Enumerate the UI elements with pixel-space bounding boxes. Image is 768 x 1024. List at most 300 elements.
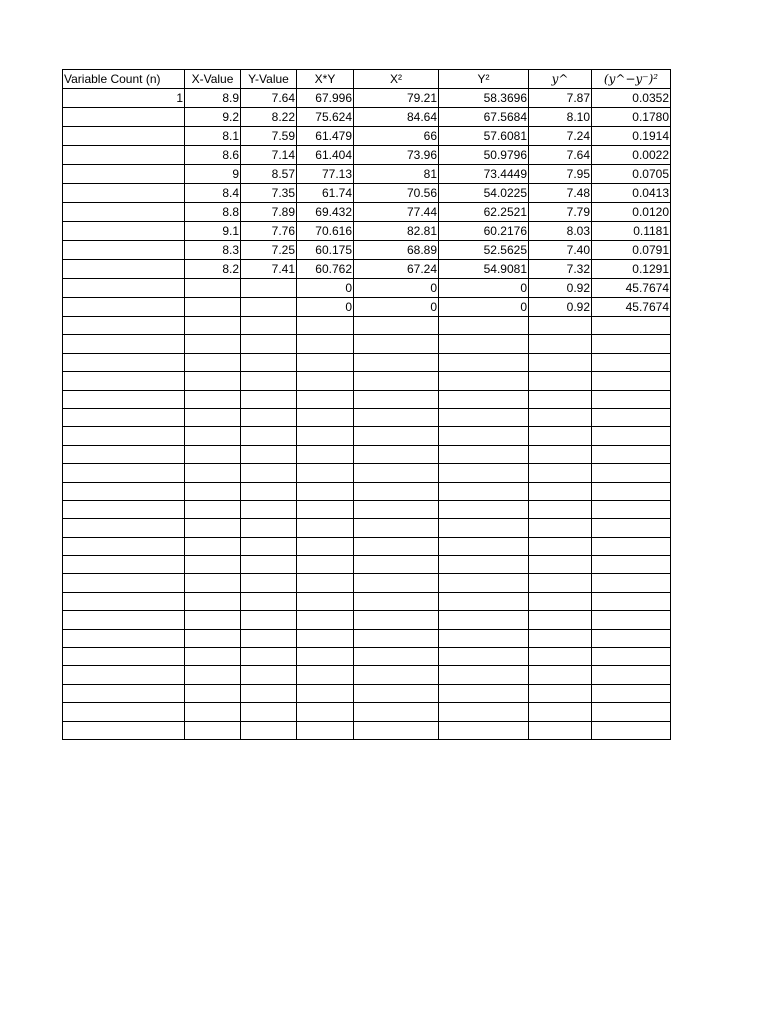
cell-y[interactable] xyxy=(241,666,297,684)
table-row xyxy=(63,684,671,702)
cell-y[interactable] xyxy=(241,335,297,353)
cell-y[interactable]: 7.35 xyxy=(241,184,297,203)
cell-sqerr[interactable] xyxy=(592,519,671,537)
cell-y[interactable] xyxy=(241,574,297,592)
cell-sqerr[interactable] xyxy=(592,408,671,426)
cell-x2[interactable]: 66 xyxy=(354,127,439,146)
cell-x[interactable]: 8.9 xyxy=(185,89,241,108)
table-row xyxy=(63,666,671,684)
cell-n[interactable] xyxy=(63,335,185,353)
cell-sqerr[interactable] xyxy=(592,611,671,629)
header-x-value: X-Value xyxy=(185,70,241,89)
cell-xy[interactable] xyxy=(297,482,354,500)
cell-y[interactable] xyxy=(241,537,297,555)
cell-y[interactable]: 7.64 xyxy=(241,89,297,108)
cell-n[interactable] xyxy=(63,203,185,222)
cell-y2[interactable]: 67.5684 xyxy=(439,108,529,127)
header-x-squared: X² xyxy=(354,70,439,89)
cell-yhat[interactable]: 0.92 xyxy=(529,279,592,298)
cell-y2[interactable] xyxy=(439,684,529,702)
cell-xy[interactable] xyxy=(297,703,354,721)
cell-xy[interactable] xyxy=(297,317,354,335)
cell-y2[interactable]: 52.5625 xyxy=(439,241,529,260)
table-row xyxy=(63,537,671,555)
cell-x[interactable] xyxy=(185,648,241,666)
cell-n[interactable] xyxy=(63,556,185,574)
cell-sqerr[interactable] xyxy=(592,427,671,445)
cell-x2[interactable]: 81 xyxy=(354,165,439,184)
cell-xy[interactable]: 70.616 xyxy=(297,222,354,241)
cell-y[interactable]: 7.89 xyxy=(241,203,297,222)
cell-n[interactable] xyxy=(63,165,185,184)
cell-sqerr[interactable] xyxy=(592,500,671,518)
cell-yhat[interactable] xyxy=(529,500,592,518)
cell-yhat[interactable] xyxy=(529,482,592,500)
cell-y[interactable] xyxy=(241,519,297,537)
cell-n[interactable] xyxy=(63,108,185,127)
cell-y2[interactable]: 54.9081 xyxy=(439,260,529,279)
table-row xyxy=(63,184,671,203)
cell-x[interactable] xyxy=(185,592,241,610)
cell-x[interactable] xyxy=(185,445,241,463)
cell-n[interactable]: 1 xyxy=(63,89,185,108)
cell-yhat[interactable]: 7.48 xyxy=(529,184,592,203)
cell-y[interactable]: 7.14 xyxy=(241,146,297,165)
cell-xy[interactable]: 60.762 xyxy=(297,260,354,279)
cell-x2[interactable] xyxy=(354,482,439,500)
cell-x[interactable]: 8.2 xyxy=(185,260,241,279)
cell-xy[interactable] xyxy=(297,611,354,629)
table-row xyxy=(63,353,671,371)
cell-x[interactable]: 8.8 xyxy=(185,203,241,222)
cell-yhat[interactable] xyxy=(529,629,592,647)
cell-x[interactable] xyxy=(185,629,241,647)
cell-x2[interactable] xyxy=(354,317,439,335)
cell-x2[interactable] xyxy=(354,703,439,721)
cell-xy[interactable] xyxy=(297,372,354,390)
cell-x2[interactable] xyxy=(354,592,439,610)
cell-xy[interactable] xyxy=(297,648,354,666)
cell-n[interactable] xyxy=(63,372,185,390)
cell-x2[interactable] xyxy=(354,556,439,574)
cell-n[interactable] xyxy=(63,427,185,445)
cell-x[interactable] xyxy=(185,408,241,426)
cell-sqerr[interactable]: 0.1291 xyxy=(592,260,671,279)
cell-yhat[interactable] xyxy=(529,537,592,555)
cell-x[interactable]: 8.6 xyxy=(185,146,241,165)
cell-n[interactable] xyxy=(63,260,185,279)
table-row xyxy=(63,482,671,500)
cell-xy[interactable] xyxy=(297,629,354,647)
cell-sqerr[interactable]: 0.0791 xyxy=(592,241,671,260)
cell-x[interactable] xyxy=(185,335,241,353)
cell-yhat[interactable] xyxy=(529,353,592,371)
cell-x2[interactable]: 82.81 xyxy=(354,222,439,241)
cell-yhat[interactable] xyxy=(529,556,592,574)
cell-y[interactable] xyxy=(241,427,297,445)
cell-yhat[interactable]: 0.92 xyxy=(529,298,592,317)
cell-n[interactable] xyxy=(63,574,185,592)
cell-sqerr[interactable] xyxy=(592,317,671,335)
cell-x2[interactable]: 73.96 xyxy=(354,146,439,165)
cell-x2[interactable] xyxy=(354,721,439,739)
cell-y[interactable] xyxy=(241,648,297,666)
data-table xyxy=(62,69,671,740)
cell-x2[interactable] xyxy=(354,408,439,426)
cell-x[interactable]: 8.3 xyxy=(185,241,241,260)
cell-y2[interactable]: 60.2176 xyxy=(439,222,529,241)
cell-x2[interactable] xyxy=(354,372,439,390)
cell-yhat[interactable] xyxy=(529,648,592,666)
cell-n[interactable] xyxy=(63,353,185,371)
cell-n[interactable] xyxy=(63,184,185,203)
cell-y2[interactable] xyxy=(439,335,529,353)
table-row xyxy=(63,464,671,482)
cell-x2[interactable]: 84.64 xyxy=(354,108,439,127)
cell-yhat[interactable] xyxy=(529,574,592,592)
cell-x[interactable]: 9.2 xyxy=(185,108,241,127)
cell-yhat[interactable] xyxy=(529,372,592,390)
cell-y[interactable] xyxy=(241,390,297,408)
cell-n[interactable] xyxy=(63,482,185,500)
table-row xyxy=(63,408,671,426)
cell-sqerr[interactable]: 0.1914 xyxy=(592,127,671,146)
cell-y2[interactable] xyxy=(439,464,529,482)
cell-xy[interactable] xyxy=(297,500,354,518)
cell-x2[interactable] xyxy=(354,574,439,592)
cell-x2[interactable]: 0 xyxy=(354,298,439,317)
cell-n[interactable] xyxy=(63,648,185,666)
cell-x2[interactable]: 77.44 xyxy=(354,203,439,222)
cell-n[interactable] xyxy=(63,146,185,165)
cell-y[interactable] xyxy=(241,592,297,610)
cell-y2[interactable] xyxy=(439,666,529,684)
cell-n[interactable] xyxy=(63,222,185,241)
cell-y[interactable] xyxy=(241,317,297,335)
cell-x2[interactable]: 68.89 xyxy=(354,241,439,260)
cell-yhat[interactable] xyxy=(529,721,592,739)
cell-y2[interactable] xyxy=(439,482,529,500)
table-row xyxy=(63,108,671,127)
cell-n[interactable] xyxy=(63,684,185,702)
cell-y[interactable] xyxy=(241,353,297,371)
cell-sqerr[interactable] xyxy=(592,353,671,371)
cell-n[interactable] xyxy=(63,279,185,298)
cell-x2[interactable] xyxy=(354,427,439,445)
cell-x[interactable] xyxy=(185,427,241,445)
cell-sqerr[interactable] xyxy=(592,556,671,574)
cell-n[interactable] xyxy=(63,317,185,335)
cell-y[interactable] xyxy=(241,556,297,574)
cell-x2[interactable] xyxy=(354,629,439,647)
cell-x[interactable] xyxy=(185,279,241,298)
cell-x2[interactable]: 70.56 xyxy=(354,184,439,203)
cell-y2[interactable] xyxy=(439,592,529,610)
cell-y[interactable] xyxy=(241,445,297,463)
cell-xy[interactable]: 0 xyxy=(297,279,354,298)
cell-sqerr[interactable] xyxy=(592,629,671,647)
cell-y2[interactable]: 0 xyxy=(439,279,529,298)
cell-y2[interactable]: 73.4449 xyxy=(439,165,529,184)
cell-sqerr[interactable] xyxy=(592,721,671,739)
cell-yhat[interactable]: 7.32 xyxy=(529,260,592,279)
cell-xy[interactable] xyxy=(297,390,354,408)
cell-x2[interactable] xyxy=(354,684,439,702)
cell-y2[interactable] xyxy=(439,721,529,739)
cell-y2[interactable] xyxy=(439,611,529,629)
cell-x[interactable]: 9 xyxy=(185,165,241,184)
cell-n[interactable] xyxy=(63,537,185,555)
cell-x2[interactable]: 0 xyxy=(354,279,439,298)
cell-y2[interactable]: 62.2521 xyxy=(439,203,529,222)
table-row xyxy=(63,574,671,592)
cell-sqerr[interactable] xyxy=(592,703,671,721)
cell-y2[interactable] xyxy=(439,353,529,371)
cell-x2[interactable] xyxy=(354,666,439,684)
cell-y2[interactable] xyxy=(439,372,529,390)
cell-sqerr[interactable]: 0.0120 xyxy=(592,203,671,222)
cell-xy[interactable] xyxy=(297,427,354,445)
cell-sqerr[interactable] xyxy=(592,592,671,610)
cell-y[interactable] xyxy=(241,279,297,298)
cell-yhat[interactable] xyxy=(529,317,592,335)
cell-y2[interactable]: 0 xyxy=(439,298,529,317)
cell-sqerr[interactable] xyxy=(592,445,671,463)
cell-yhat[interactable] xyxy=(529,592,592,610)
cell-y[interactable] xyxy=(241,482,297,500)
cell-y2[interactable] xyxy=(439,427,529,445)
cell-yhat[interactable]: 8.03 xyxy=(529,222,592,241)
cell-y2[interactable] xyxy=(439,648,529,666)
cell-xy[interactable] xyxy=(297,721,354,739)
cell-x[interactable] xyxy=(185,684,241,702)
cell-xy[interactable] xyxy=(297,519,354,537)
cell-xy[interactable]: 75.624 xyxy=(297,108,354,127)
cell-yhat[interactable] xyxy=(529,703,592,721)
cell-xy[interactable] xyxy=(297,537,354,555)
cell-sqerr[interactable] xyxy=(592,482,671,500)
cell-sqerr[interactable] xyxy=(592,335,671,353)
cell-x[interactable] xyxy=(185,317,241,335)
cell-x2[interactable] xyxy=(354,500,439,518)
cell-x2[interactable]: 79.21 xyxy=(354,89,439,108)
cell-yhat[interactable] xyxy=(529,611,592,629)
cell-sqerr[interactable] xyxy=(592,684,671,702)
cell-y[interactable] xyxy=(241,500,297,518)
cell-n[interactable] xyxy=(63,241,185,260)
cell-x[interactable] xyxy=(185,611,241,629)
cell-x[interactable] xyxy=(185,500,241,518)
cell-yhat[interactable] xyxy=(529,408,592,426)
cell-yhat[interactable] xyxy=(529,684,592,702)
cell-xy[interactable]: 0 xyxy=(297,298,354,317)
cell-sqerr[interactable]: 45.7674 xyxy=(592,298,671,317)
cell-xy[interactable] xyxy=(297,556,354,574)
cell-n[interactable] xyxy=(63,500,185,518)
cell-y2[interactable] xyxy=(439,317,529,335)
cell-x[interactable] xyxy=(185,666,241,684)
cell-xy[interactable]: 60.175 xyxy=(297,241,354,260)
cell-xy[interactable] xyxy=(297,574,354,592)
cell-y2[interactable]: 54.0225 xyxy=(439,184,529,203)
cell-y2[interactable] xyxy=(439,703,529,721)
cell-y[interactable] xyxy=(241,629,297,647)
cell-y[interactable]: 7.25 xyxy=(241,241,297,260)
cell-y[interactable]: 8.22 xyxy=(241,108,297,127)
cell-xy[interactable] xyxy=(297,592,354,610)
cell-n[interactable] xyxy=(63,298,185,317)
cell-sqerr[interactable]: 0.0022 xyxy=(592,146,671,165)
cell-sqerr[interactable] xyxy=(592,372,671,390)
cell-n[interactable] xyxy=(63,390,185,408)
cell-yhat[interactable]: 8.10 xyxy=(529,108,592,127)
cell-x[interactable] xyxy=(185,298,241,317)
cell-sqerr[interactable]: 0.1181 xyxy=(592,222,671,241)
cell-yhat[interactable] xyxy=(529,390,592,408)
cell-x2[interactable]: 67.24 xyxy=(354,260,439,279)
cell-x2[interactable] xyxy=(354,537,439,555)
cell-y2[interactable] xyxy=(439,408,529,426)
cell-y[interactable]: 7.41 xyxy=(241,260,297,279)
cell-sqerr[interactable] xyxy=(592,648,671,666)
cell-sqerr[interactable]: 0.1780 xyxy=(592,108,671,127)
cell-n[interactable] xyxy=(63,703,185,721)
table-row xyxy=(63,165,671,184)
cell-sqerr[interactable] xyxy=(592,464,671,482)
cell-xy[interactable]: 69.432 xyxy=(297,203,354,222)
cell-y2[interactable] xyxy=(439,629,529,647)
cell-yhat[interactable] xyxy=(529,335,592,353)
cell-y2[interactable] xyxy=(439,519,529,537)
cell-x[interactable]: 9.1 xyxy=(185,222,241,241)
cell-yhat[interactable] xyxy=(529,427,592,445)
cell-x2[interactable] xyxy=(354,353,439,371)
cell-y[interactable] xyxy=(241,408,297,426)
cell-sqerr[interactable]: 0.0705 xyxy=(592,165,671,184)
cell-y2[interactable] xyxy=(439,445,529,463)
cell-y2[interactable] xyxy=(439,390,529,408)
cell-y2[interactable] xyxy=(439,500,529,518)
table-row xyxy=(63,519,671,537)
cell-x[interactable]: 8.1 xyxy=(185,127,241,146)
cell-yhat[interactable]: 7.87 xyxy=(529,89,592,108)
cell-x2[interactable] xyxy=(354,648,439,666)
cell-x[interactable] xyxy=(185,464,241,482)
cell-xy[interactable]: 67.996 xyxy=(297,89,354,108)
cell-xy[interactable]: 61.404 xyxy=(297,146,354,165)
cell-sqerr[interactable] xyxy=(592,574,671,592)
cell-xy[interactable] xyxy=(297,335,354,353)
cell-xy[interactable]: 61.74 xyxy=(297,184,354,203)
cell-sqerr[interactable]: 45.7674 xyxy=(592,279,671,298)
cell-x[interactable] xyxy=(185,390,241,408)
cell-xy[interactable] xyxy=(297,445,354,463)
cell-y2[interactable] xyxy=(439,556,529,574)
cell-yhat[interactable]: 7.40 xyxy=(529,241,592,260)
header-variable-count: Variable Count (n) xyxy=(63,70,185,89)
cell-n[interactable] xyxy=(63,611,185,629)
table-row xyxy=(63,629,671,647)
cell-y[interactable]: 7.59 xyxy=(241,127,297,146)
cell-sqerr[interactable]: 0.0352 xyxy=(592,89,671,108)
cell-y[interactable] xyxy=(241,464,297,482)
cell-y[interactable] xyxy=(241,298,297,317)
cell-x[interactable] xyxy=(185,519,241,537)
cell-x[interactable]: 8.4 xyxy=(185,184,241,203)
cell-y[interactable]: 7.76 xyxy=(241,222,297,241)
cell-y2[interactable]: 57.6081 xyxy=(439,127,529,146)
cell-n[interactable] xyxy=(63,629,185,647)
cell-x[interactable] xyxy=(185,537,241,555)
cell-n[interactable] xyxy=(63,519,185,537)
cell-n[interactable] xyxy=(63,592,185,610)
cell-yhat[interactable] xyxy=(529,519,592,537)
cell-x2[interactable] xyxy=(354,464,439,482)
cell-y2[interactable]: 58.3696 xyxy=(439,89,529,108)
header-y-squared: Y² xyxy=(439,70,529,89)
cell-n[interactable] xyxy=(63,127,185,146)
cell-xy[interactable] xyxy=(297,408,354,426)
cell-y2[interactable] xyxy=(439,574,529,592)
cell-x[interactable] xyxy=(185,721,241,739)
cell-xy[interactable]: 61.479 xyxy=(297,127,354,146)
cell-y[interactable]: 8.57 xyxy=(241,165,297,184)
cell-xy[interactable] xyxy=(297,684,354,702)
cell-y2[interactable] xyxy=(439,537,529,555)
cell-n[interactable] xyxy=(63,408,185,426)
cell-n[interactable] xyxy=(63,721,185,739)
table-row xyxy=(63,500,671,518)
cell-xy[interactable] xyxy=(297,464,354,482)
cell-sqerr[interactable] xyxy=(592,537,671,555)
cell-x[interactable] xyxy=(185,353,241,371)
cell-x[interactable] xyxy=(185,556,241,574)
cell-y2[interactable]: 50.9796 xyxy=(439,146,529,165)
cell-n[interactable] xyxy=(63,464,185,482)
cell-x2[interactable] xyxy=(354,611,439,629)
cell-n[interactable] xyxy=(63,666,185,684)
cell-sqerr[interactable] xyxy=(592,390,671,408)
cell-x[interactable] xyxy=(185,372,241,390)
cell-y[interactable] xyxy=(241,721,297,739)
cell-x2[interactable] xyxy=(354,519,439,537)
table-row xyxy=(63,648,671,666)
cell-yhat[interactable] xyxy=(529,445,592,463)
cell-yhat[interactable]: 7.95 xyxy=(529,165,592,184)
cell-yhat[interactable]: 7.24 xyxy=(529,127,592,146)
cell-xy[interactable] xyxy=(297,666,354,684)
cell-yhat[interactable] xyxy=(529,666,592,684)
cell-yhat[interactable]: 7.64 xyxy=(529,146,592,165)
cell-y[interactable] xyxy=(241,684,297,702)
cell-x[interactable] xyxy=(185,482,241,500)
cell-sqerr[interactable] xyxy=(592,666,671,684)
cell-x2[interactable] xyxy=(354,445,439,463)
cell-xy[interactable] xyxy=(297,353,354,371)
cell-y[interactable] xyxy=(241,611,297,629)
cell-xy[interactable]: 77.13 xyxy=(297,165,354,184)
cell-y[interactable] xyxy=(241,703,297,721)
cell-x2[interactable] xyxy=(354,335,439,353)
cell-y[interactable] xyxy=(241,372,297,390)
cell-sqerr[interactable]: 0.0413 xyxy=(592,184,671,203)
cell-yhat[interactable] xyxy=(529,464,592,482)
cell-x[interactable] xyxy=(185,574,241,592)
cell-yhat[interactable]: 7.79 xyxy=(529,203,592,222)
cell-x[interactable] xyxy=(185,703,241,721)
cell-n[interactable] xyxy=(63,445,185,463)
cell-x2[interactable] xyxy=(354,390,439,408)
